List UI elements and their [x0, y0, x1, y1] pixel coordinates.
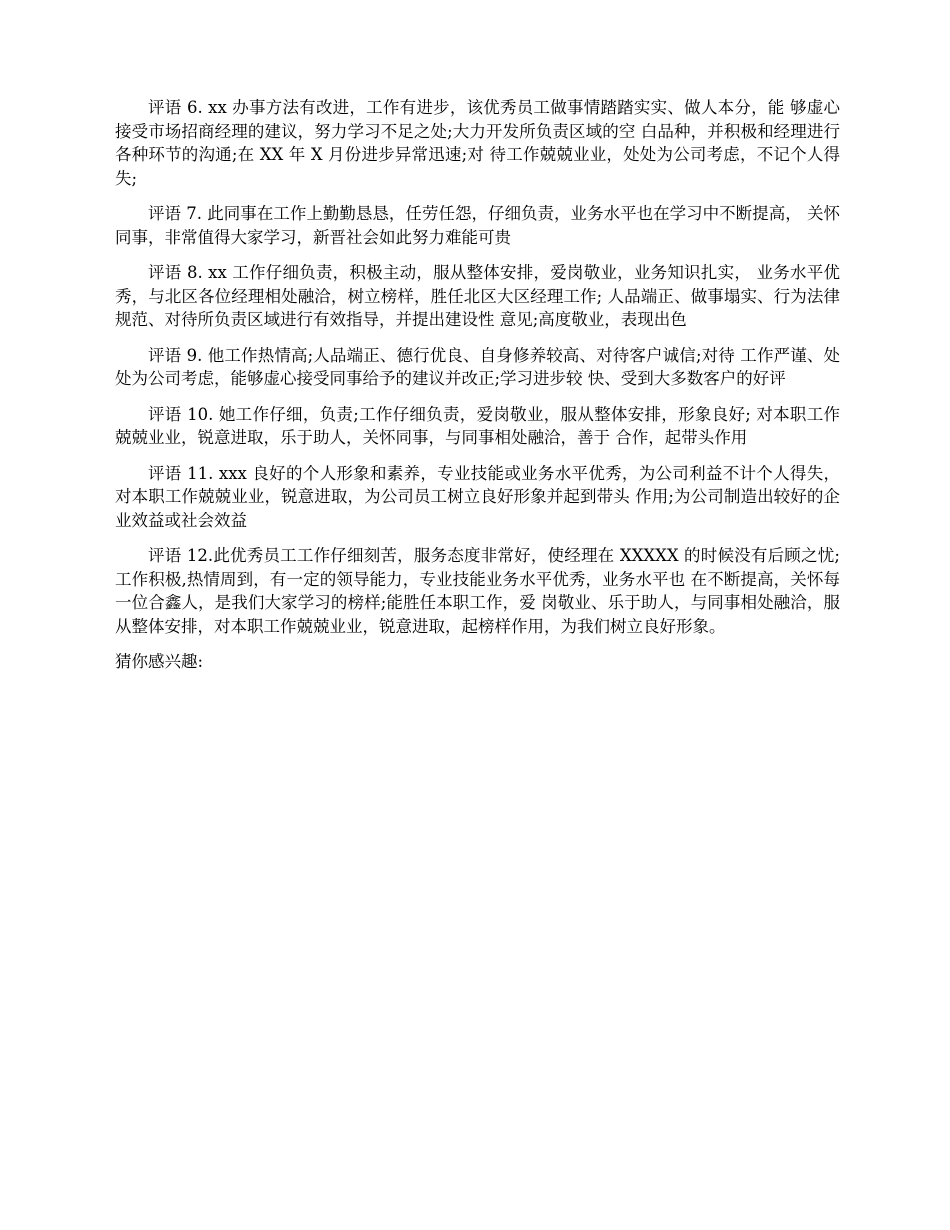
comment-paragraph-11: 评语 11. xxx 良好的个人形象和素养，专业技能或业务水平优秀，为公司利益不计个人得失，对本职工作兢兢业业，锐意进取，为公司员工树立良好形象并起到带头 作用;为公司制造出较好的企业效益或社会效益: [115, 463, 840, 530]
comment-paragraph-10: 评语 10. 她工作仔细，负责;工作仔细负责，爱岗敬业，服从整体安排，形象良好; 对本职工作兢兢业业，锐意进取，乐于助人，关怀同事，与同事相处融洽，善于 合作，起带头作用: [115, 404, 840, 447]
comment-paragraph-7: 评语 7. 此同事在工作上勤勤恳恳，任劳任怨，仔细负责，业务水平也在学习中不断提高， 关怀同事，非常值得大家学习，新晋社会如此努力难能可贵: [115, 204, 840, 247]
comment-paragraph-9: 评语 9. 他工作热情高;人品端正、德行优良、自身修养较高、对待客户诚信;对待 工作严谨、处处为公司考虑，能够虚心接受同事给予的建议并改正;学习进步较 快、受到大多数客户的好评: [115, 345, 840, 388]
document-body: [115, 96, 840, 674]
comment-paragraph-8: 评语 8. xx 工作仔细负责，积极主动，服从整体安排，爱岗敬业，业务知识扎实， 业务水平优秀，与北区各位经理相处融洽，树立榜样，胜任北区大区经理工作; 人品端正、做事塌实、行为法律规范、对待所负责区域进行有效指导，并提出建设性 意见;高度敬业，表现出色: [115, 263, 840, 329]
comment-paragraph-6: 评语 6. xx 办事方法有改进，工作有进步，该优秀员工做事情踏踏实实、做人本分，能 够虚心接受市场招商经理的建议，努力学习不足之处;大力开发所负责区域的空 白品种，并积极和经理进行各种环节的沟通;在 XX 年 X 月份进步异常迅速;对 待工作兢兢业业，处处为公司考虑，不记个人得失;: [115, 98, 840, 188]
comment-paragraph-12: 评语 12.此优秀员工工作仔细刻苦，服务态度非常好，使经理在 XXXXX 的时候没有后顾之忧; 工作积极,热情周到，有一定的领导能力，专业技能业务水平优秀，业务水平也 在不断提高，关怀每一位合鑫人，是我们大家学习的榜样;能胜任本职工作，爱 岗敬业、乐于助人，与同事相处融洽，服从整体安排，对本职工作兢兢业业，锐意进取，起榜样作用，为我们树立良好形象。: [115, 546, 840, 636]
related-heading: 猜你感兴趣:: [115, 652, 204, 671]
